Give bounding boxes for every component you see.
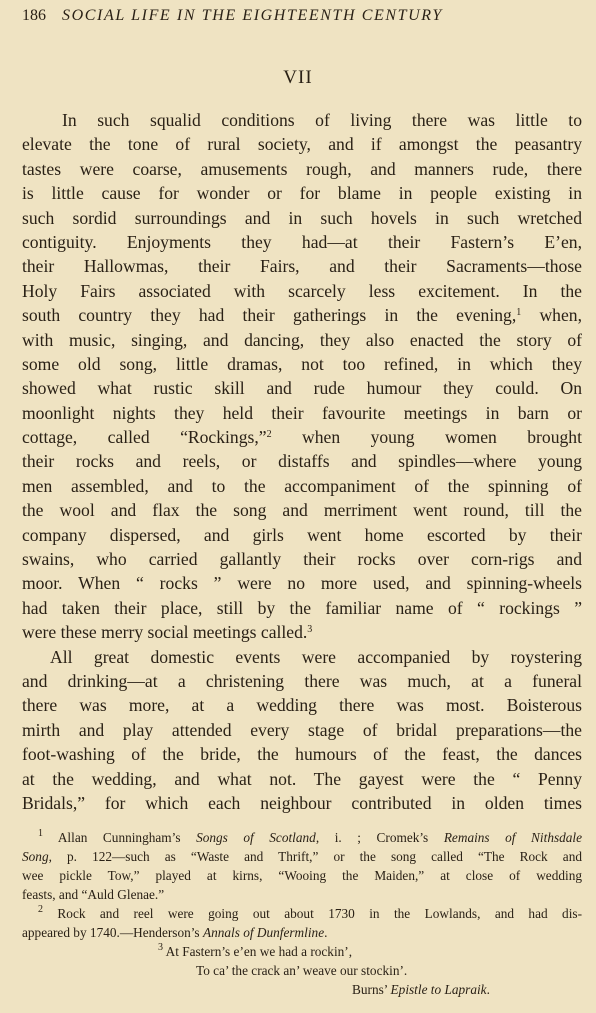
footnotes: [22, 828, 582, 999]
page-number: 186: [22, 7, 46, 24]
body-line: All great domestic events were accompanied by roystering: [50, 646, 582, 667]
footnote-3-line: [22, 942, 582, 961]
footnote-title: Songs of Scotland: [196, 830, 316, 845]
body-line: the wool and flax the song and merriment went round, till the: [22, 500, 582, 521]
body-line: elevate the tone of rural society, and if amongst the peasantry: [22, 134, 582, 155]
body-line: with music, singing, and dancing, they also enacted the story of: [22, 329, 582, 350]
footnote-text: .: [486, 982, 490, 997]
footnote-mark: 2: [38, 904, 43, 915]
verse-line: At Fastern’s e’en we had a rockin’,: [165, 944, 353, 959]
body-line-tail: when,: [539, 305, 582, 326]
verse-line: To ca’ the crack an’ weave our stockin’.: [196, 963, 408, 978]
body-line: showed what rustic skill and rude humour they could. On: [22, 378, 582, 399]
footnote-text: Rock and reel were going out about 1730 in the Lowlands, and had dis-: [57, 906, 582, 921]
body-line: had taken their place, still by the familiar name of “ rockings ”: [22, 597, 582, 618]
body-line: and drinking—at a christening there was much, at a funeral: [22, 670, 582, 691]
body-line: men assembled, and to the accompaniment of the spinning of: [22, 475, 582, 496]
footnote-ref: 3: [307, 624, 313, 636]
footnote-mark: 3: [158, 942, 163, 953]
body-line: Bridals,” for which each neighbour contributed in olden times: [22, 792, 582, 813]
footnote-text: appeared by 1740.—Henderson’s: [22, 925, 200, 940]
body-line: mirth and play attended every stage of bridal preparations—the: [22, 719, 582, 740]
footnote-text: .: [324, 925, 328, 940]
footnote-1-line: [22, 847, 582, 866]
body-line: company dispersed, and girls went home escorted by their: [22, 524, 582, 545]
body-line: their Hallowmas, their Fairs, and their Sacraments—those: [22, 256, 582, 277]
body-line: moor. When “ rocks ” were no more used, and spinning-wheels: [22, 573, 582, 594]
body-line: there was more, at a wedding there was most. Boisterous: [22, 695, 582, 716]
body-line: [22, 620, 582, 644]
body-line: In such squalid conditions of living there was little to: [62, 110, 582, 130]
footnote-text: Burns’: [352, 982, 388, 997]
body-line: Holy Fairs associated with scarcely less excitement. In the: [22, 280, 582, 301]
body-line: foot-washing of the bride, the humours of the feast, the dances: [22, 744, 582, 765]
body-line: tastes were coarse, amusements rough, and manners rude, there: [22, 158, 582, 179]
footnote-1-line: [22, 828, 582, 847]
footnote-title: Song: [22, 849, 49, 864]
footnote-text: Allan Cunningham’s: [57, 830, 181, 845]
footnote-1-line: feasts, and “Auld Glenae.”: [22, 887, 165, 902]
body-line: is little cause for wonder or for blame in people existing in: [22, 183, 582, 204]
body-line: contiguity. Enjoyments they had—at their Fastern’s E’en,: [22, 231, 582, 252]
body-line: [22, 425, 582, 449]
body-line-text: cottage, called “Rockings,”: [22, 427, 267, 448]
body-line: moonlight nights they held their favourite meetings in barn or: [22, 402, 582, 423]
body-line: their rocks and reels, or distaffs and spindles—where young: [22, 451, 582, 472]
footnote-text: , i. ; Cromek’s: [315, 830, 429, 845]
body-line-text: south country they had their gatherings in the evening,: [22, 305, 517, 326]
body-text: [22, 108, 582, 815]
footnote-2-line: [22, 923, 582, 942]
verse-attribution: [22, 980, 582, 999]
footnote-ref: 2: [266, 429, 272, 441]
body-line-tail: when young women brought: [302, 427, 582, 448]
body-line-text: were these merry social meetings called.: [22, 622, 308, 643]
footnote-title: Epistle to Lapraik: [390, 982, 487, 997]
footnote-mark: 1: [38, 828, 43, 839]
running-header: [22, 6, 582, 26]
body-line: [22, 303, 582, 327]
footnote-title: Annals of Dunfermline: [202, 925, 325, 940]
body-line: at the wedding, and what not. The gayest were the “ Penny: [22, 768, 582, 789]
footnote-text: , p. 122—such as “Waste and Thrift,” or the song called “The Rock and: [48, 849, 582, 864]
body-line: swains, who carried gallantly their rocks over corn-rigs and: [22, 549, 582, 570]
footnote-1-line: wee pickle Tow,” played at kirns, “Wooing the Maiden,” at close of wedding: [22, 868, 582, 883]
chapter-heading: VII: [283, 67, 313, 88]
footnote-ref: 1: [516, 307, 522, 319]
footnote-2-line: [22, 904, 582, 923]
body-line: such sordid surroundings and in such hovels in such wretched: [22, 207, 582, 228]
running-title: SOCIAL LIFE IN THE EIGHTEENTH CENTURY: [62, 7, 443, 24]
body-line: some old song, little dramas, not too refined, in which they: [22, 353, 582, 374]
footnote-title: Remains of Nithsdale: [443, 830, 583, 845]
